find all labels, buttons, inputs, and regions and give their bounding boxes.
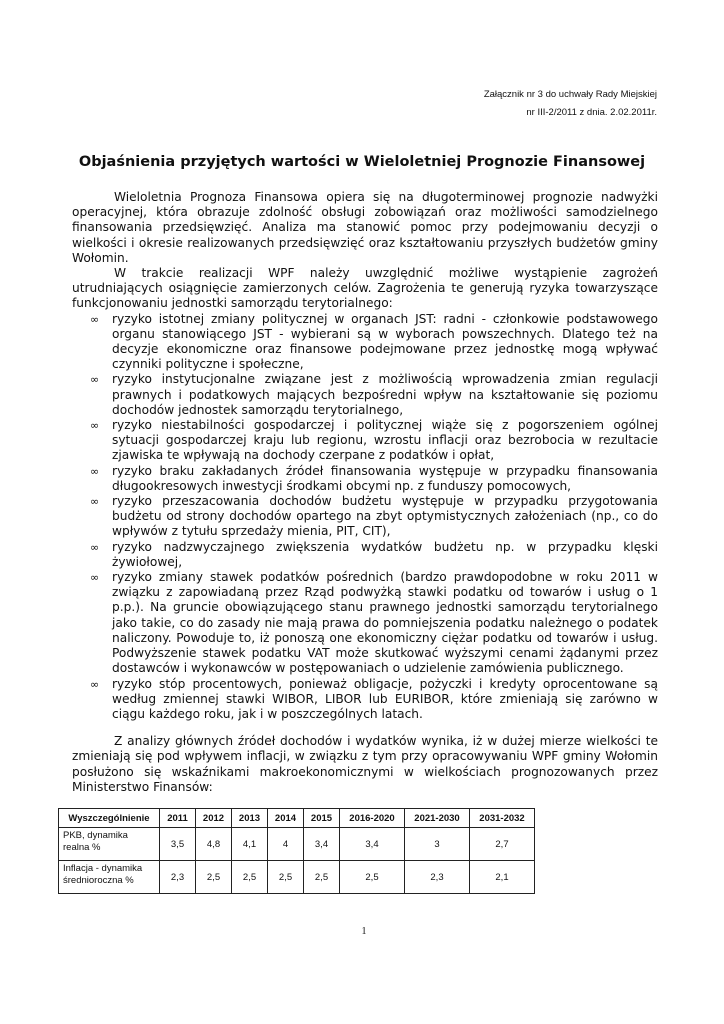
paragraph-spacer: [72, 722, 658, 734]
header-cell: 2015: [304, 809, 340, 828]
value-cell: 3,4: [304, 828, 340, 861]
header-cell: 2011: [160, 809, 196, 828]
risk-list: [72, 312, 658, 722]
attachment-header: [380, 86, 657, 122]
value-cell: 2,3: [160, 861, 196, 894]
risk-text: ryzyko nadzwyczajnego zwiększenia wydatków budżetu np. w przypadku klęski żywiołowej,: [112, 539, 658, 569]
table-row: [59, 861, 535, 894]
value-cell: 2,7: [470, 828, 535, 861]
infinity-bullet-icon: ∞: [90, 495, 100, 509]
list-item: [90, 311, 658, 373]
row-label-cell: Inflacja - dynamika średnioroczna %: [59, 861, 160, 894]
row-label-cell: PKB, dynamika realna %: [59, 828, 160, 861]
header-cell: 2013: [232, 809, 268, 828]
list-item: [90, 494, 658, 540]
value-cell: 4: [268, 828, 304, 861]
header-cell: Wyszczególnienie: [59, 809, 160, 828]
document-title: Objaśnienia przyjętych wartości w Wieloletniej Prognozie Finansowej: [78, 154, 646, 170]
value-cell: 3,4: [340, 828, 405, 861]
header-cell: 2031-2032: [470, 809, 535, 828]
infinity-bullet-icon: ∞: [90, 419, 100, 433]
header-cell: 2012: [196, 809, 232, 828]
risk-text: ryzyko braku zakładanych źródeł finansowania występuje w przypadku finansowania długookresowych inwestycji środkami obcymi np. z funduszy pomocowych,: [112, 463, 658, 493]
page-number: 1: [361, 926, 367, 937]
risk-text: ryzyko istotnej zmiany politycznej w organach JST: radni - członkowie podstawowego organu stanowiącego JST - wybierani są w wyborach powszechnych. Dlatego też na decyzje ekonomiczne oraz finansowe podejmowane przez jednostkę mogą wpływać czynniki polityczne i społeczne,: [112, 311, 658, 372]
value-cell: 2,5: [304, 861, 340, 894]
value-cell: 2,5: [196, 861, 232, 894]
macro-indicators-table: [58, 808, 535, 894]
value-cell: 4,1: [232, 828, 268, 861]
infinity-bullet-icon: ∞: [90, 312, 100, 326]
risk-text: ryzyko zmiany stawek podatków pośrednich (bardzo prawdopodobne w roku 2011 w związku z zapowiadaną przez Rząd podwyżką stawki podatku od towarów i usług o 1 p.p.). Na gruncie obowiązującego stanu prawnego jednostki samorządu terytorialnego jako takie, co do zasady nie mają prawa do pomniejszenia podatku należnego o podatek naliczony. Powoduje to, iż ponoszą one ekonomiczny ciężar podatku od towarów i usług. Podwyższenie stawek podatku VAT może skutkować wyższymi cenami żądanymi przez dostawców i wykonawców w postępowaniach o udzielenie zamówienia publicznego.: [112, 570, 658, 676]
risk-text: ryzyko niestabilności gospodarczej i politycznej wiąże się z pogorszeniem ogólnej sytuacji gospodarczej kraju lub regionu, wzrostu inflacji oraz bezrobocia w rezultacie zjawiska te wpływają na dochody czerpane z podatków i opłat,: [112, 418, 658, 463]
header-line-2: nr III-2/2011 z dnia. 2.02.2011r.: [526, 107, 657, 118]
value-cell: 3,5: [160, 828, 196, 861]
risk-text: ryzyko instytucjonalne związane jest z możliwością wprowadzenia zmian regulacji prawnych i podatkowych mających bezpośredni wpływ na kształtowanie się poziomu dochodów jednostek samorządu terytorialnego,: [112, 372, 658, 417]
infinity-bullet-icon: ∞: [90, 373, 100, 387]
conclusion-paragraph: Z analizy głównych źródeł dochodów i wydatków wynika, iż w dużej mierze wielkości te zmieniają się pod wpływem inflacji, w związku z tym przy opracowywaniu WPF gminy Wołomin posłużono się wskaźnikami makroekonomicznymi w wielkościach prognozowanych przez Ministerstwo Finansów:: [72, 734, 658, 794]
threats-paragraph: W trakcie realizacji WPF należy uwzględnić możliwe wystąpienie zagrożeń utrudniających osiągnięcie zamierzonych celów. Zagrożenia te generują ryzyka towarzyszące funkcjonowaniu jednostki samorządu terytorialnego:: [72, 266, 658, 311]
header-cell: 2021-2030: [405, 809, 470, 828]
value-cell: 2,5: [232, 861, 268, 894]
list-item: [90, 676, 658, 723]
table-header-row: [59, 809, 535, 828]
infinity-bullet-icon: ∞: [90, 571, 100, 585]
infinity-bullet-icon: ∞: [90, 540, 100, 554]
header-cell: 2016-2020: [340, 809, 405, 828]
list-item: [90, 418, 658, 464]
list-item: [90, 539, 658, 570]
risk-text: ryzyko stóp procentowych, ponieważ obligacje, pożyczki i kredyty oprocentowane są według zmiennej stawki WIBOR, LIBOR lub EURIBOR, które zmieniają się zarówno w ciągu każdego roku, jak i w poszczególnych latach.: [112, 676, 658, 721]
table-row: [59, 828, 535, 861]
intro-paragraph: Wieloletnia Prognoza Finansowa opiera się na długoterminowej prognozie nadwyżki operacyjnej, która obrazuje zdolność obsługi zobowiązań oraz możliwości samodzielnego finansowania przedsięwzięć. Analiza ma stanowić pomoc przy podejmowaniu decyzji o wielkości i okresie realizowanych przedsięwzięć oraz kształtowaniu przyszłych budżetów gminy Wołomin.: [72, 190, 658, 265]
header-cell: 2014: [268, 809, 304, 828]
infinity-bullet-icon: ∞: [90, 677, 100, 691]
header-line-1: Załącznik nr 3 do uchwały Rady Miejskiej: [483, 89, 657, 100]
risk-text: ryzyko przeszacowania dochodów budżetu występuje w przypadku przygotowania budżetu od strony dochodów opartego na zbyt optymistycznych założeniach (np., co do wpływów z tytułu sprzedaży mienia, PIT, CIT),: [112, 494, 658, 539]
infinity-bullet-icon: ∞: [90, 464, 100, 478]
value-cell: 3: [405, 828, 470, 861]
list-item: [90, 463, 658, 494]
list-item: [90, 570, 658, 676]
value-cell: 2,1: [470, 861, 535, 894]
list-item: [90, 372, 658, 418]
value-cell: 4,8: [196, 828, 232, 861]
value-cell: 2,5: [340, 861, 405, 894]
document-body: [72, 190, 658, 795]
value-cell: 2,5: [268, 861, 304, 894]
value-cell: 2,3: [405, 861, 470, 894]
